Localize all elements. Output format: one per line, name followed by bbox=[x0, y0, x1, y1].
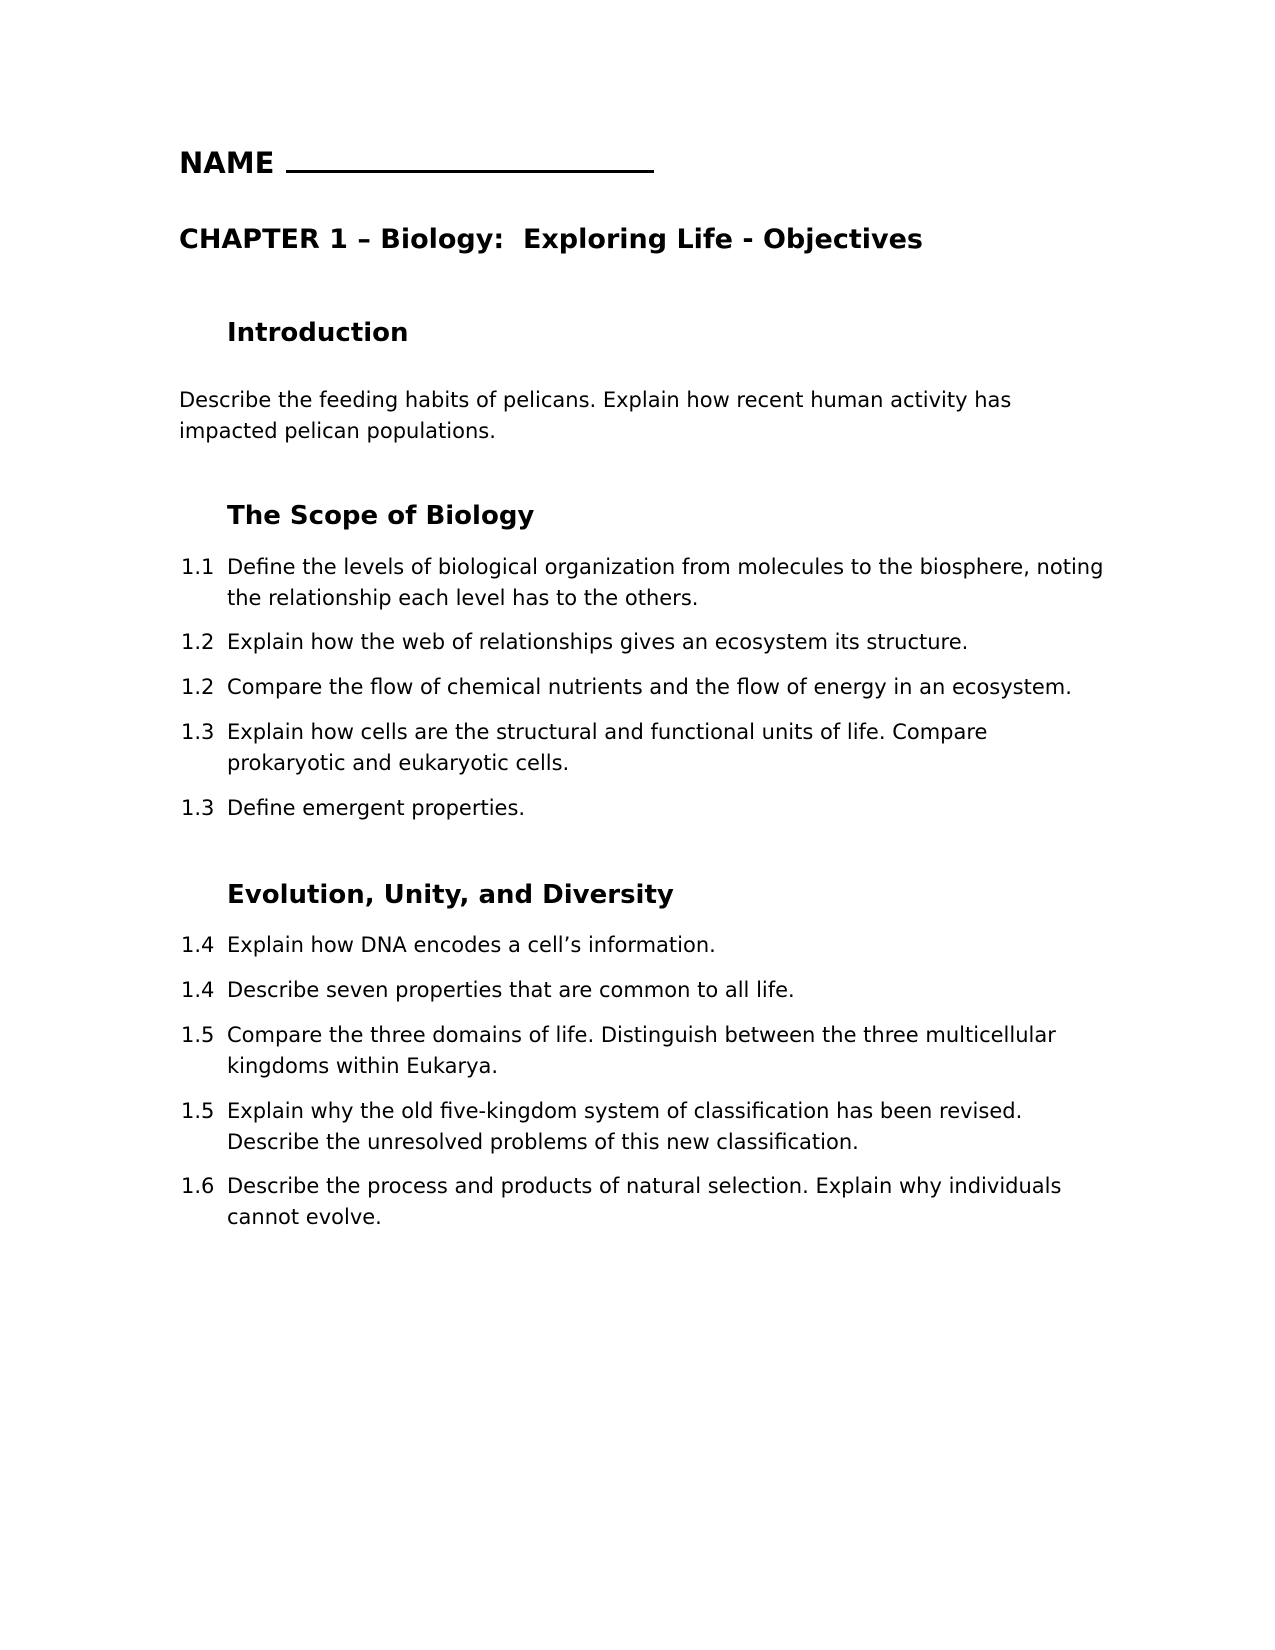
objective-item bbox=[181, 930, 1111, 961]
objective-text: Explain how DNA encodes a cell’s information. bbox=[227, 933, 716, 957]
objective-item bbox=[181, 627, 1111, 658]
objective-number: 1.2 bbox=[181, 675, 215, 699]
objective-item bbox=[181, 717, 1111, 779]
name-blank-line[interactable] bbox=[286, 142, 654, 173]
objective-text: Describe the process and products of natural selection. Explain why individuals cannot evolve. bbox=[227, 1174, 1062, 1229]
objective-item bbox=[181, 1096, 1111, 1158]
objective-number: 1.4 bbox=[181, 933, 215, 957]
objective-number: 1.4 bbox=[181, 978, 215, 1002]
objective-number: 1.3 bbox=[181, 720, 215, 744]
objective-text: Describe seven properties that are common to all life. bbox=[227, 978, 795, 1002]
name-label: NAME bbox=[179, 146, 275, 180]
name-field bbox=[179, 142, 654, 180]
objective-item bbox=[181, 793, 1111, 824]
objective-number: 1.2 bbox=[181, 630, 215, 654]
chapter-title: CHAPTER 1 – Biology: Exploring Life - Objectives bbox=[179, 224, 923, 255]
objective-text: Compare the three domains of life. Distinguish between the three multicellular kingdoms within Eukarya. bbox=[227, 1023, 1056, 1078]
objective-item bbox=[181, 1171, 1111, 1233]
objective-item bbox=[181, 975, 1111, 1006]
objective-number: 1.5 bbox=[181, 1099, 215, 1123]
objective-text: Explain how cells are the structural and functional units of life. Compare prokaryotic and eukaryotic cells. bbox=[227, 720, 988, 775]
objective-item bbox=[181, 672, 1111, 703]
objective-text: Explain how the web of relationships gives an ecosystem its structure. bbox=[227, 630, 969, 654]
introduction-text: Describe the feeding habits of pelicans. Explain how recent human activity has impacted pelican populations. bbox=[179, 388, 1012, 443]
objective-item bbox=[181, 1020, 1111, 1082]
objective-text: Define emergent properties. bbox=[227, 796, 526, 820]
objective-number: 1.1 bbox=[181, 555, 215, 579]
section-heading-scope-of-biology: The Scope of Biology bbox=[227, 501, 535, 531]
objective-number: 1.3 bbox=[181, 796, 215, 820]
objective-text: Explain why the old five-kingdom system of classification has been revised. Describe the unresolved problems of this new classification. bbox=[227, 1099, 1023, 1154]
objective-text: Define the levels of biological organization from molecules to the biosphere, noting the relationship each level has to the others. bbox=[227, 555, 1104, 610]
objective-text: Compare the flow of chemical nutrients and the flow of energy in an ecosystem. bbox=[227, 675, 1072, 699]
section-heading-introduction: Introduction bbox=[227, 318, 409, 348]
objective-item bbox=[181, 552, 1111, 614]
section-heading-evolution-unity-diversity: Evolution, Unity, and Diversity bbox=[227, 880, 674, 910]
objective-number: 1.6 bbox=[181, 1174, 215, 1198]
objective-number: 1.5 bbox=[181, 1023, 215, 1047]
